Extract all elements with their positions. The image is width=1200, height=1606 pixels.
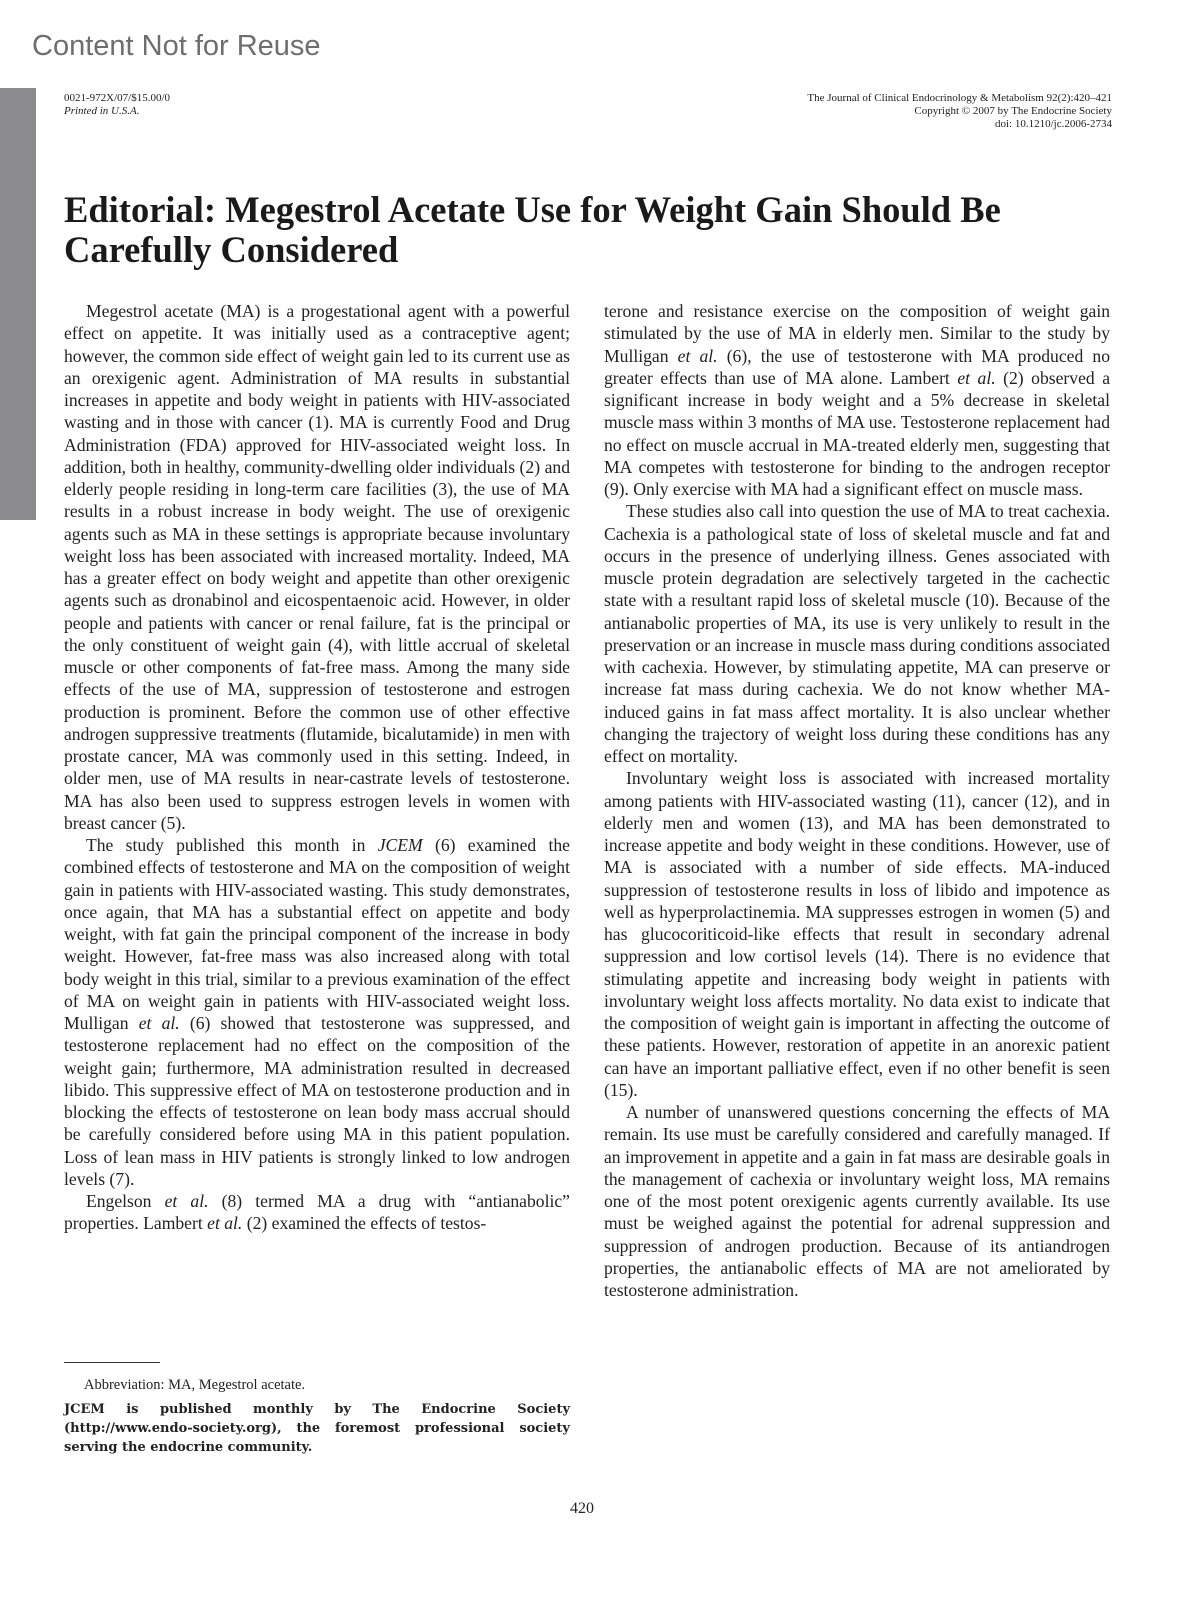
header-left — [64, 92, 170, 118]
page-number: 420 — [570, 1500, 594, 1517]
header-right — [807, 92, 1112, 131]
text-run: (6), the use of testosterone with MA produced no greater effects than use of MA alone. Lambert — [604, 345, 1110, 388]
paragraph — [64, 834, 570, 1190]
paragraph — [604, 300, 1110, 500]
journal-citation: The Journal of Clinical Endocrinology & Metabolism 92(2):420–421 — [807, 92, 1112, 104]
article-title: Editorial: Megestrol Acetate Use for Weight Gain Should Be Carefully Considered — [64, 189, 1001, 270]
issn: 0021-972X/07/$15.00/0 — [64, 92, 171, 104]
footnote-divider — [64, 1362, 160, 1363]
text-run: (2) observed a significant increase in body weight and a 5% decrease in skeletal muscle mass within 3 months of MA use. Testosterone replacement had no effect on muscle accrual in MA-treated elderly men, suggesting that MA competes with testosterone for binding to the androgen receptor (9). Only exercise with MA had a significant effect on muscle mass. — [604, 367, 1111, 499]
italic-text: et al. — [957, 367, 996, 388]
text-run: These studies also call into question the use of MA to treat cachexia. Cachexia is a pathological state of loss of skeletal muscle and fat and occurs in the presence of underlying illness. Genes associated with muscle protein degradation are selectively targeted in the cachectic state with a resultant rapid loss of skeletal muscle (10). Because of the antianabolic properties of MA, its use is very unlikely to result in the preservation or an increase in muscle mass during conditions associated with cachexia. However, by stimulating appetite, MA can preserve or increase fat mass during cachexia. We do not know whether MA-induced gains in fat mass affect mortality. It is also unclear whether changing the trajectory of weight loss during these conditions has any effect on mortality. — [604, 501, 1110, 766]
text-run: Megestrol acetate (MA) is a progestational agent with a powerful effect on appetite. It was initially used as a contraceptive agent; however, the common side effect of weight gain led to its current use as an orexigenic agent. Administration of MA results in substantial increases in appetite and body weight in patients with HIV-associated wasting and in those with cancer (1). MA is currently Food and Drug Administration (FDA) approved for HIV-associated weight loss. In addition, both in healthy, community-dwelling older individuals (2) and elderly people residing in long-term care facilities (3), the use of MA results in a robust increase in body weight. The use of orexigenic agents such as MA in these settings is appropriate because involuntary weight loss has been associated with increased mortality. Indeed, MA has a greater effect on body weight and appetite than other orexigenic agents such as dronabinol and eicospentaenoic acid. However, in older people and patients with cancer or renal failure, fat is the principal or the only constituent of weight gain (4), with little accrual of skeletal muscle or other components of fat-free mass. Among the many side effects of the use of MA, suppression of testosterone and estrogen production is prominent. Before the common use of other effective androgen suppressive treatments (flutamide, bicalutamide) in men with prostate cancer, MA was commonly used in this setting. Indeed, in older men, use of MA results in near-castrate levels of testosterone. MA has also been used to suppress estrogen levels in women with breast cancer (5). — [64, 301, 570, 833]
right-column — [604, 300, 1110, 1301]
text-run: The study published this month in — [86, 835, 378, 855]
sidebar-bar — [0, 88, 36, 520]
paragraph — [64, 300, 570, 834]
text-run: A number of unanswered questions concerning the effects of MA remain. Its use must be carefully considered and carefully managed. If an improvement in appetite and a gain in fat mass are desirable goals in the management of cachexia or involuntary weight loss, MA remains one of the most potent orexigenic agents currently available. Its use must be weighed against the potential for adrenal suppression and suppression of androgen production. Because of its antiandrogen properties, the antianabolic effects of MA are not ameliorated by testosterone administration. — [604, 1102, 1110, 1300]
paragraph — [604, 500, 1110, 767]
watermark: Content Not for Reuse — [32, 30, 321, 62]
italic-text: et al. — [164, 1191, 209, 1211]
italic-text: et al. — [138, 1013, 180, 1033]
italic-text: et al. — [207, 1213, 243, 1234]
italic-text: JCEM — [377, 835, 423, 855]
paragraph — [64, 1190, 570, 1235]
text-run: terone and resistance exercise on the composition of weight gain stimulated by the use of MA in elderly men. Similar to the study by Mulligan — [604, 301, 1110, 366]
text-run: (6) examined the combined effects of testosterone and MA on the composition of weight gain in patients with HIV-associated wasting. This study demonstrates, once again, that MA has a substantial effect on appetite and body weight, with fat gain the principal component of the increase in body weight. However, fat-free mass was also increased along with total body weight in this trial, similar to a previous examination of the effect of MA on weight gain in patients with HIV-associated weight loss. Mulligan — [64, 835, 570, 1033]
paragraph — [604, 1101, 1110, 1301]
footnote-publisher: JCEM is published monthly by The Endocrine Society (http://www.endo-society.org), the foremost professional society serving the endocrine community. — [64, 1402, 570, 1455]
footnote-abbreviation: Abbreviation: MA, Megestrol acetate. — [84, 1377, 306, 1393]
text-run: (2) examined the effects of testos- — [242, 1213, 487, 1234]
text-run: (6) showed that testosterone was suppressed, and testosterone replacement had no effect on the composition of the weight gain; furthermore, MA administration resulted in decreased libido. This suppressive effect of MA on testosterone production and in blocking the effects of testosterone on lean body mass accrual should be carefully considered before using MA in this patient population. Loss of lean mass in HIV patients is strongly linked to low androgen levels (7). — [64, 1013, 571, 1189]
copyright: Copyright © 2007 by The Endocrine Society — [914, 105, 1112, 117]
text-run: Engelson — [86, 1191, 165, 1211]
left-column — [64, 300, 570, 1235]
doi: doi: 10.1210/jc.2006-2734 — [994, 118, 1112, 130]
text-run: Involuntary weight loss is associated with increased mortality among patients with HIV-associated wasting (11), cancer (12), and in elderly men and women (13), and MA has been demonstrated to increase appetite and body weight in these conditions. However, use of MA is associated with a number of side effects. MA-induced suppression of testosterone results in loss of libido and impotence as well as hyperprolactinemia. MA suppresses estrogen in women (5) and has glucocoriticoid-like effects that result in secondary adrenal suppression and low cortisol levels (14). There is no evidence that stimulating appetite and increasing body weight in patients with involuntary weight loss affects mortality. No data exist to indicate that the composition of weight gain is important in affecting the outcome of these patients. However, restoration of appetite in an anorexic patient can have an important palliative effect, even if no other benefit is seen (15). — [604, 768, 1110, 1100]
italic-text: et al. — [677, 345, 718, 366]
text-run: (8) termed MA a drug with “antianabolic” properties. Lambert — [64, 1191, 570, 1234]
paragraph — [604, 767, 1110, 1101]
printed-in: Printed in U.S.A. — [64, 105, 140, 117]
